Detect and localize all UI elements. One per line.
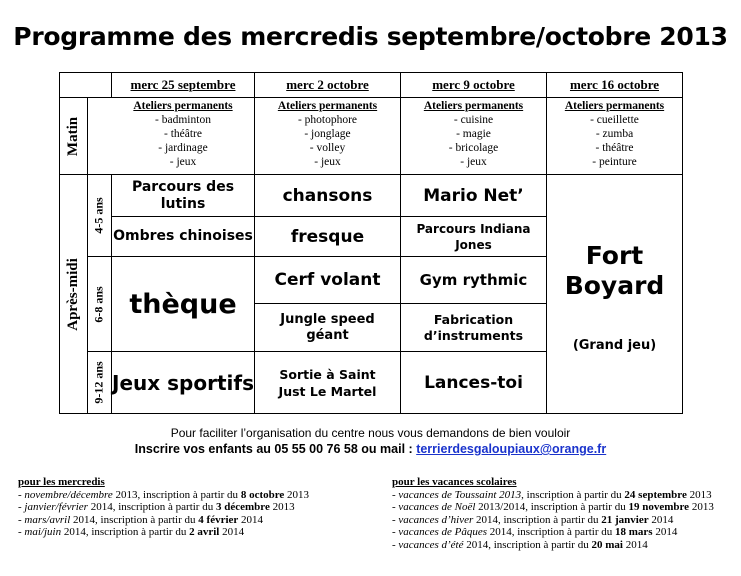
activity-cerf-volant: Cerf volant — [274, 270, 381, 290]
label-matin: Matin — [65, 116, 82, 156]
header-day-4: merc 16 octobre — [569, 77, 660, 92]
list-item: - janvier/février 2014, inscription à partir du 3 décembre 2013 — [18, 501, 295, 514]
activity-jungle-speed: Jungle speed géant — [280, 311, 375, 343]
list-item: - novembre/décembre 2013, inscription à partir du 8 octobre 2013 — [18, 488, 310, 501]
page-title: Programme des mercredis septembre/octobre 2013 — [13, 22, 728, 51]
vacances-section — [392, 476, 714, 552]
header-day-1: merc 25 septembre — [130, 77, 236, 92]
mercredis-section — [18, 476, 309, 539]
list-item: - mars/avril 2014, inscription à partir du 4 février 2014 — [18, 513, 264, 526]
vacances-heading: pour les vacances scolaires — [392, 476, 517, 488]
activity-parcours-indiana-jones: Parcours Indiana Jones — [416, 221, 531, 252]
label-age-4-5: 4-5 ans — [92, 197, 106, 234]
info-line-2 — [0, 442, 741, 456]
email-link[interactable]: terrierdesgaloupiaux@orange.fr — [416, 442, 607, 456]
activity-gym-rythmic: Gym rythmic — [419, 271, 528, 289]
activity-chansons: chansons — [282, 185, 373, 206]
label-age-6-8: 6-8 ans — [92, 285, 106, 323]
list-item: - vacances d’été 2014, inscription à partir du 20 mai 2014 — [392, 538, 648, 551]
activity-ombres-chinoises: Ombres chinoises — [113, 228, 253, 244]
activity-fabrication-instruments: Fabrication d’instruments — [423, 311, 524, 343]
label-age-9-12: 9-12 ans — [92, 361, 106, 404]
activity-theque: thèque — [129, 288, 237, 320]
activity-mario-net: Mario Net’ — [423, 185, 524, 206]
activity-lances-toi: Lances-toi — [424, 372, 523, 393]
morning-cell-4: Ateliers permanents - cueillette - zumba - théâtre - peinture — [564, 100, 665, 168]
activity-fort-boyard: Fort Boyard — [564, 240, 665, 300]
info-line-1: Pour faciliter l’organisation du centre nous vous demandons de bien vouloir — [170, 426, 571, 440]
morning-cell-1: Ateliers permanents - badminton - théâtre - jardinage - jeux — [133, 100, 233, 168]
list-item: - vacances de Toussaint 2013, inscription à partir du 24 septembre 2013 — [392, 488, 712, 501]
list-item: - vacances de Pâques 2014, inscription à partir du 18 mars 2014 — [392, 526, 678, 539]
label-apres-midi: Après-midi — [65, 257, 81, 331]
mercredis-heading: pour les mercredis — [18, 476, 105, 488]
list-item: - mai/juin 2014, inscription à partir du 2 avril 2014 — [18, 526, 245, 539]
activity-grand-jeu: (Grand jeu) — [572, 337, 657, 353]
list-item: - vacances de Noël 2013/2014, inscription à partir du 19 novembre 2013 — [392, 501, 714, 514]
morning-cell-2: Ateliers permanents - photophore - jonglage - volley - jeux — [277, 100, 378, 168]
activity-jeux-sportifs: Jeux sportifs — [112, 370, 254, 395]
morning-cell-3: Ateliers permanents - cuisine - magie - bricolage - jeux — [423, 100, 524, 168]
activity-fresque: fresque — [290, 226, 365, 247]
header-day-2: merc 2 octobre — [286, 77, 369, 92]
divider — [60, 97, 682, 98]
activity-sortie-saint-just: Sortie à Saint Just Le Martel — [278, 366, 377, 399]
schedule-table — [59, 72, 683, 414]
info-phone-text: Inscrire vos enfants au 05 55 00 76 58 ou mail : — [134, 442, 413, 456]
list-item: - vacances d’hiver 2014, inscription à partir du 21 janvier 2014 — [392, 513, 674, 526]
header-day-3: merc 9 octobre — [432, 77, 515, 92]
activity-parcours-des-lutins: Parcours des lutins — [131, 178, 235, 212]
